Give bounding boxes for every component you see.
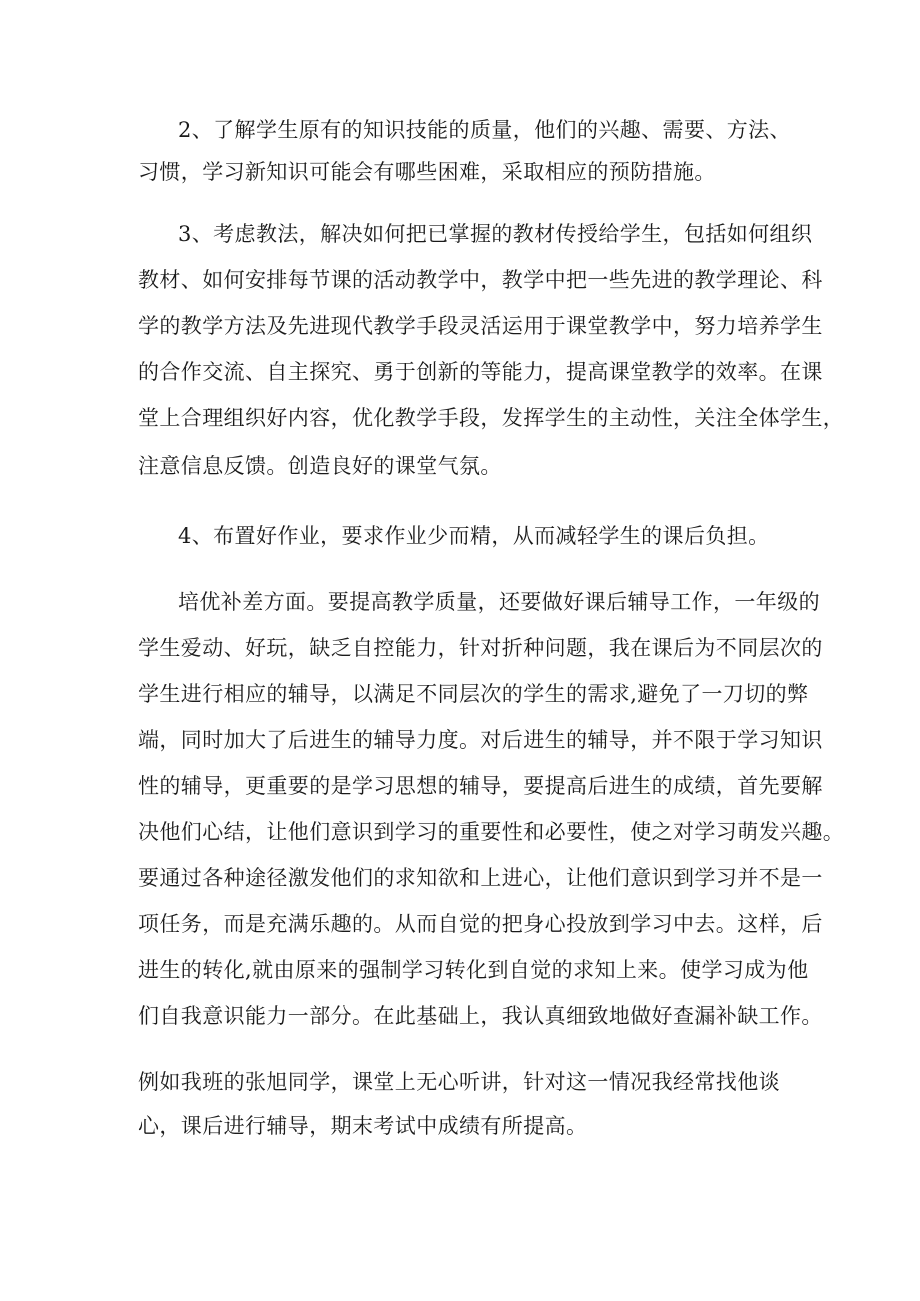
paragraph-5-line-7: 要通过各种途径激发他们的求知欲和上进心，让他们意识到学习并不是一: [138, 866, 823, 890]
paragraph-6-line-1: 例如我班的张旭同学，课堂上无心听讲，针对这一情况我经常找他谈: [138, 1070, 780, 1094]
paragraph-5-line-3: 学生进行相应的辅导，以满足不同层次的学生的需求,避免了一刀切的弊: [138, 682, 809, 706]
paragraph-2-line-1: 2、了解学生原有的知识技能的质量，他们的兴趣、需要、方法、: [178, 118, 791, 142]
paragraph-5-line-8: 项任务，而是充满乐趣的。从而自觉的把身心投放到学习中去。这样，后: [138, 912, 823, 936]
paragraph-5-line-5: 性的辅导，更重要的是学习思想的辅导，要提高后进生的成绩，首先要解: [138, 774, 823, 798]
paragraph-5-line-6: 决他们心结，让他们意识到学习的重要性和必要性，使之对学习萌发兴趣。: [138, 820, 845, 844]
paragraph-5-line-1: 培优补差方面。要提高教学质量，还要做好课后辅导工作，一年级的: [178, 590, 820, 614]
paragraph-3-line-1: 3、考虑教法，解决如何把已掌握的教材传授给学生，包括如何组织: [178, 222, 813, 246]
paragraph-6-line-2: 心，课后进行辅导，期末考试中成绩有所提高。: [138, 1114, 588, 1138]
paragraph-5-line-10: 们自我意识能力一部分。在此基础上，我认真细致地做好查漏补缺工作。: [138, 1004, 823, 1028]
paragraph-3-line-3: 学的教学方法及先进现代教学手段灵活运用于课堂教学中，努力培养学生: [138, 314, 823, 338]
paragraph-5-line-4: 端，同时加大了后进生的辅导力度。对后进生的辅导，并不限于学习知识: [138, 728, 823, 752]
paragraph-3-line-2: 教材、如何安排每节课的活动教学中，教学中把一些先进的教学理论、科: [138, 268, 823, 292]
paragraph-3-line-5: 堂上合理组织好内容，优化教学手段，发挥学生的主动性，关注全体学生，: [138, 406, 845, 430]
paragraph-2-line-2: 习惯，学习新知识可能会有哪些困难，采取相应的预防措施。: [138, 160, 716, 184]
paragraph-5-line-2: 学生爱动、好玩，缺乏自控能力，针对折种问题，我在课后为不同层次的: [138, 636, 823, 660]
paragraph-3-line-6: 注意信息反馈。创造良好的课堂气氛。: [138, 454, 502, 478]
paragraph-5-line-9: 进生的转化,就由原来的强制学习转化到自觉的求知上来。使学习成为他: [138, 958, 809, 982]
paragraph-3-line-4: 的合作交流、自主探究、勇于创新的等能力，提高课堂教学的效率。在课: [138, 360, 823, 384]
paragraph-4-line-1: 4、布置好作业，要求作业少而精，从而减轻学生的课后负担。: [178, 524, 770, 548]
